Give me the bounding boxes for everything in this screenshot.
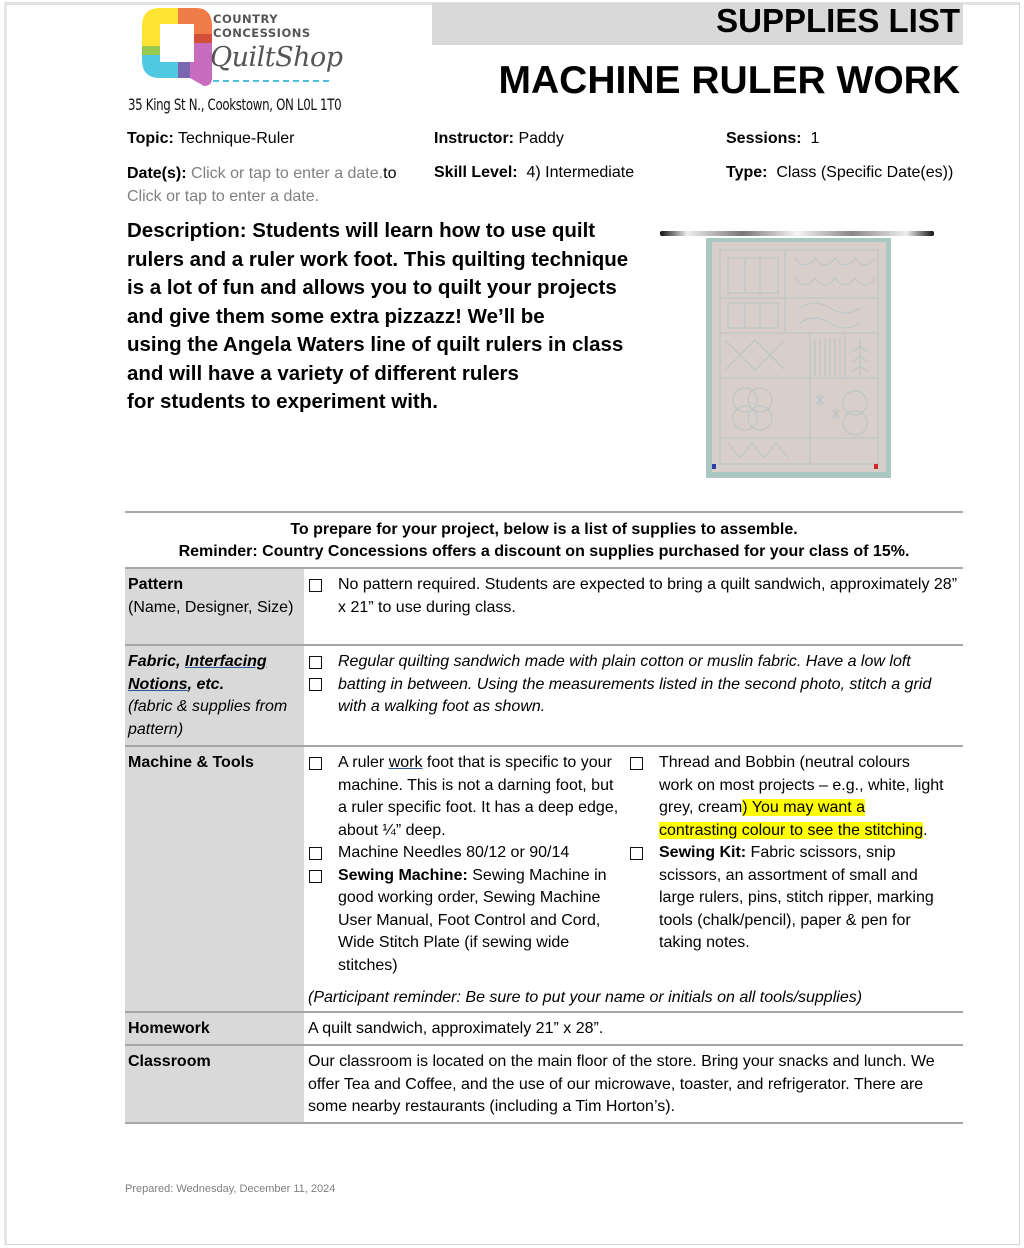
topic-field	[127, 128, 294, 150]
checklist-text: foot that is specific to your machine. This is not a darning foot, but a ruler specific foot. It has a deep edge, about ¼” deep.	[338, 754, 619, 839]
topic-label: Topic:	[127, 130, 174, 147]
description-line: rulers and a ruler work foot. This quilting technique	[127, 247, 629, 271]
checklist-text: Regular quilting sandwich made with plain cotton or muslin fabric. Have a low loft batting in between. Using the measurements listed in the second photo, stitch a grid with a walking foot as shown.	[338, 653, 932, 715]
checklist-item	[308, 752, 626, 842]
checkbox[interactable]	[630, 847, 643, 860]
type-label: Type:	[726, 164, 768, 181]
supplies-table	[125, 511, 963, 1124]
checklist-bold: Sewing Machine:	[338, 866, 468, 884]
dates-field	[127, 162, 396, 208]
fabric-label: Fabric,	[128, 653, 185, 670]
machine-label: Machine & Tools	[128, 754, 254, 771]
checklist-text: A ruler	[338, 754, 389, 771]
checkbox[interactable]	[309, 579, 322, 592]
pattern-sublabel: (Name, Designer, Size)	[128, 598, 294, 616]
work-link[interactable]: work	[388, 754, 423, 771]
checklist-text: Sewing Machine in good working order, Sewing Machine User Manual, Foot Control and Cord, Wide Stitch Plate (if sewing wide stitches)	[338, 866, 607, 974]
checklist-item	[308, 651, 959, 719]
dates-label: Date(s):	[127, 165, 187, 182]
checklist-item	[629, 842, 947, 955]
table-row-homework	[125, 1011, 963, 1044]
checklist-item	[629, 752, 947, 842]
instructor-label: Instructor:	[434, 130, 514, 147]
checklist-text: .	[923, 821, 928, 839]
row-label	[125, 1013, 304, 1044]
description-line: using the Angela Waters line of quilt rulers in class	[127, 333, 624, 356]
notions-link[interactable]: Notions	[128, 675, 188, 693]
pattern-label: Pattern	[128, 576, 184, 593]
shop-name: COUNTRY CONCESSIONS	[213, 12, 311, 40]
participant-reminder: (Participant reminder: Be sure to put your name or initials on all tools/supplies)	[308, 989, 863, 1006]
instructor-field	[434, 128, 564, 150]
classroom-text: Our classroom is located on the main floor of the store. Bring your snacks and lunch. We offer Tea and Coffee, and the use of our microwave, toaster, and refrigerator. There are some nearby restaurants (including a Tim Horton’s).	[308, 1053, 935, 1115]
skill-field	[434, 162, 634, 184]
checklist-item	[308, 842, 626, 865]
machine-right-column	[629, 752, 947, 977]
checkbox[interactable]	[309, 757, 322, 770]
quilt-sample-image	[660, 228, 935, 480]
classroom-label: Classroom	[128, 1053, 211, 1070]
checkbox[interactable]	[309, 847, 322, 860]
description	[127, 217, 647, 417]
homework-label: Homework	[128, 1020, 210, 1037]
table-row-machine-tools	[125, 745, 963, 1011]
logo-dashed-line	[213, 80, 329, 82]
checklist-text: Thread and Bobbin (neutral colours work on most projects – e.g., white, light grey, cream	[659, 754, 944, 816]
checklist-text: Machine Needles 80/12 or 90/14	[338, 844, 570, 861]
interfacing-link[interactable]: Interfacing	[184, 653, 267, 670]
topic-value: Technique-Ruler	[177, 130, 295, 147]
checklist-item	[308, 574, 959, 619]
checkbox[interactable]	[309, 870, 322, 883]
row-content	[304, 569, 963, 644]
row-content	[304, 646, 963, 745]
sessions-value: 1	[810, 130, 820, 147]
shop-address: 35 King St N., Cookstown, ON L0L 1T0	[128, 95, 342, 114]
row-label	[125, 1046, 304, 1122]
end-date-input[interactable]: Click or tap to enter a date.	[127, 188, 320, 205]
table-row-classroom	[125, 1044, 963, 1124]
table-row-pattern	[125, 567, 963, 644]
checkbox[interactable]	[309, 678, 322, 691]
class-title: MACHINE RULER WORK	[498, 59, 960, 102]
row-label	[125, 747, 304, 1011]
type-field	[726, 162, 953, 184]
highlighted-text: ) You may want a contrasting colour to see the stitching	[659, 799, 924, 839]
skill-label: Skill Level:	[434, 164, 518, 181]
checkbox[interactable]	[630, 757, 643, 770]
checkbox[interactable]	[309, 656, 322, 669]
description-line: for students to experiment with.	[127, 390, 438, 413]
date-to-label: to	[383, 165, 397, 182]
fabric-label-etc: , etc.	[187, 675, 225, 693]
shop-script-name: QuiltShop	[210, 42, 343, 73]
start-date-input[interactable]: Click or tap to enter a date.	[191, 165, 384, 182]
checklist-bold: Sewing Kit:	[659, 844, 747, 861]
supplies-title: SUPPLIES LIST	[716, 2, 960, 39]
sessions-field	[726, 128, 819, 150]
supplies-intro	[125, 513, 963, 567]
prepared-date: Prepared: Wednesday, December 11, 2024	[125, 1183, 336, 1195]
row-label	[125, 569, 304, 644]
discount-reminder: Reminder: Country Concessions offers a discount on supplies purchased for your class of 15%.	[178, 543, 910, 560]
checklist-text: Fabric scissors, snip scissors, an assortment of small and large rulers, pins, stitch ripper, marking tools (chalk/pencil), paper & pen for taking notes.	[659, 844, 934, 951]
row-content	[304, 747, 963, 1011]
table-row-fabric	[125, 644, 963, 745]
machine-left-column	[308, 752, 626, 977]
instructor-value: Paddy	[518, 130, 564, 147]
fabric-sublabel: (fabric & supplies from pattern)	[128, 698, 288, 738]
description-line: and will have a variety of different rulers	[127, 361, 519, 385]
description-line: is a lot of fun and allows you to quilt your projects	[127, 276, 617, 299]
intro-line: To prepare for your project, below is a list of supplies to assemble.	[290, 521, 798, 538]
skill-value: 4) Intermediate	[526, 164, 635, 181]
checklist-item	[308, 865, 626, 978]
homework-text: A quilt sandwich, approximately 21” x 28”.	[308, 1020, 604, 1037]
sessions-label: Sessions:	[726, 130, 802, 147]
row-label	[125, 646, 304, 745]
checklist-text: No pattern required. Students are expected to bring a quilt sandwich, approximately 28” x 21” to use during class.	[338, 576, 958, 616]
type-value: Class (Specific Date(es))	[776, 164, 954, 181]
description-line: Description: Students will learn how to use quilt	[127, 219, 596, 242]
description-line: and give them some extra pizzazz! We’ll be	[127, 304, 545, 328]
